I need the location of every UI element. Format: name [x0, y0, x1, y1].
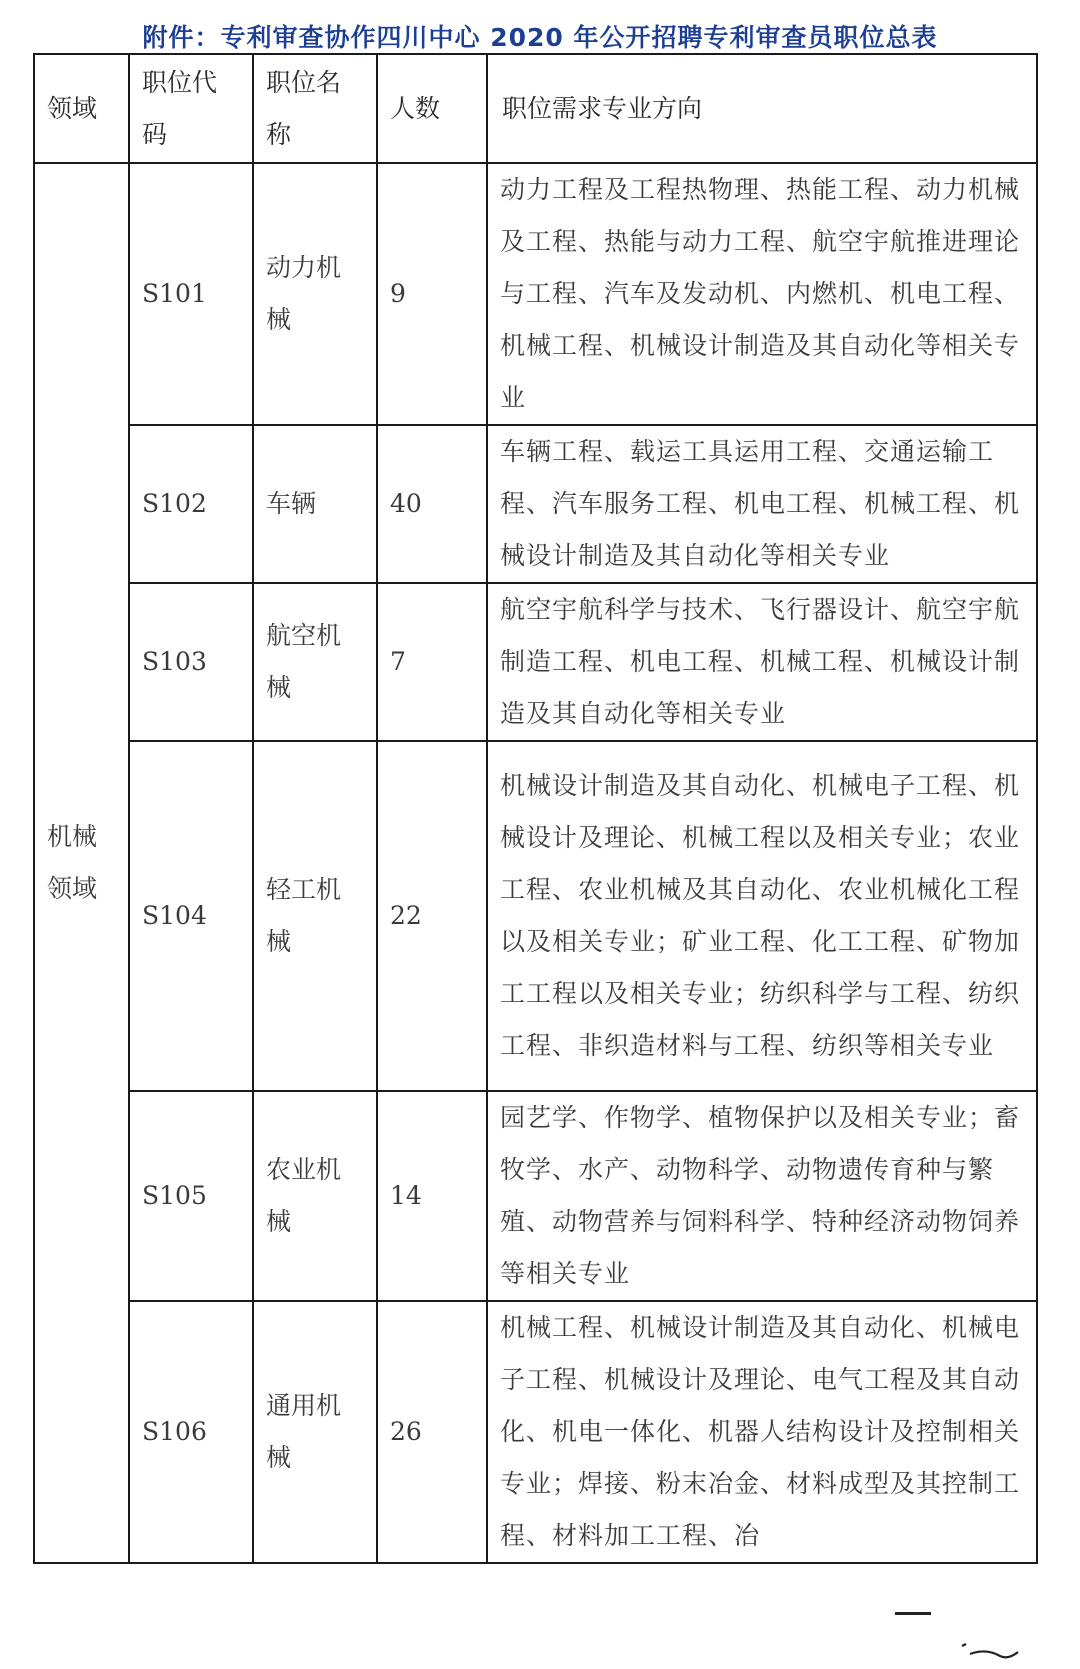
table-row: [34, 1091, 1037, 1301]
table-row: [34, 425, 1037, 583]
code-cell: S105: [129, 1091, 253, 1301]
code-cell: S102: [129, 425, 253, 583]
table-header-row: [34, 54, 1037, 163]
header-field: 领域: [34, 54, 129, 163]
document-title: 附件：专利审查协作四川中心 2020 年公开招聘专利审查员职位总表: [142, 23, 938, 52]
table-row: [34, 741, 1037, 1091]
requirements-cell: 动力工程及工程热物理、热能工程、动力机械及工程、热能与动力工程、航空宇航推进理论与工程、汽车及发动机、内燃机、机电工程、机械工程、机械设计制造及其自动化等相关专业: [487, 163, 1037, 425]
requirements-cell: 园艺学、作物学、植物保护以及相关专业；畜牧学、水产、动物科学、动物遗传育种与繁殖、动物营养与饲料科学、特种经济动物饲养等相关专业: [487, 1091, 1037, 1301]
requirements-cell: 机械工程、机械设计制造及其自动化、机械电子工程、机械设计及理论、电气工程及其自动化、机电一体化、机器人结构设计及控制相关专业；焊接、粉末冶金、材料成型及其控制工程、材料加工工程、冶: [487, 1301, 1037, 1563]
name-cell: 车辆: [253, 425, 377, 583]
count-cell: 22: [377, 741, 487, 1091]
header-name: 职位名称: [253, 54, 377, 163]
requirements-cell: 机械设计制造及其自动化、机械电子工程、机械设计及理论、机械工程以及相关专业；农业工程、农业机械及其自动化、农业机械化工程以及相关专业；矿业工程、化工工程、矿物加工工程以及相关专业；纺织科学与工程、纺织工程、非织造材料与工程、纺织等相关专业: [487, 741, 1037, 1091]
requirements-cell: 车辆工程、载运工具运用工程、交通运输工程、汽车服务工程、机电工程、机械工程、机械设计制造及其自动化等相关专业: [487, 425, 1037, 583]
name-cell: 通用机械: [253, 1301, 377, 1563]
name-cell: 农业机械: [253, 1091, 377, 1301]
header-code: 职位代码: [129, 54, 253, 163]
table-row: [34, 163, 1037, 425]
stray-dash-mark: [895, 1612, 931, 1615]
count-cell: 9: [377, 163, 487, 425]
requirements-cell: 航空宇航科学与技术、飞行器设计、航空宇航制造工程、机电工程、机械工程、机械设计制造及其自动化等相关专业: [487, 583, 1037, 741]
count-cell: 14: [377, 1091, 487, 1301]
code-cell: S106: [129, 1301, 253, 1563]
name-cell: 轻工机械: [253, 741, 377, 1091]
count-cell: 40: [377, 425, 487, 583]
code-cell: S104: [129, 741, 253, 1091]
header-requirements: 职位需求专业方向: [487, 54, 1037, 163]
table-row: [34, 583, 1037, 741]
count-cell: 7: [377, 583, 487, 741]
name-cell: 动力机械: [253, 163, 377, 425]
header-count: 人数: [377, 54, 487, 163]
code-cell: S101: [129, 163, 253, 425]
table-row: [34, 1301, 1037, 1563]
count-cell: 26: [377, 1301, 487, 1563]
positions-table: [33, 53, 1038, 1564]
stray-scribble-mark: [960, 1640, 1020, 1662]
code-cell: S103: [129, 583, 253, 741]
name-cell: 航空机械: [253, 583, 377, 741]
field-cell: 机械领域: [34, 163, 129, 1563]
